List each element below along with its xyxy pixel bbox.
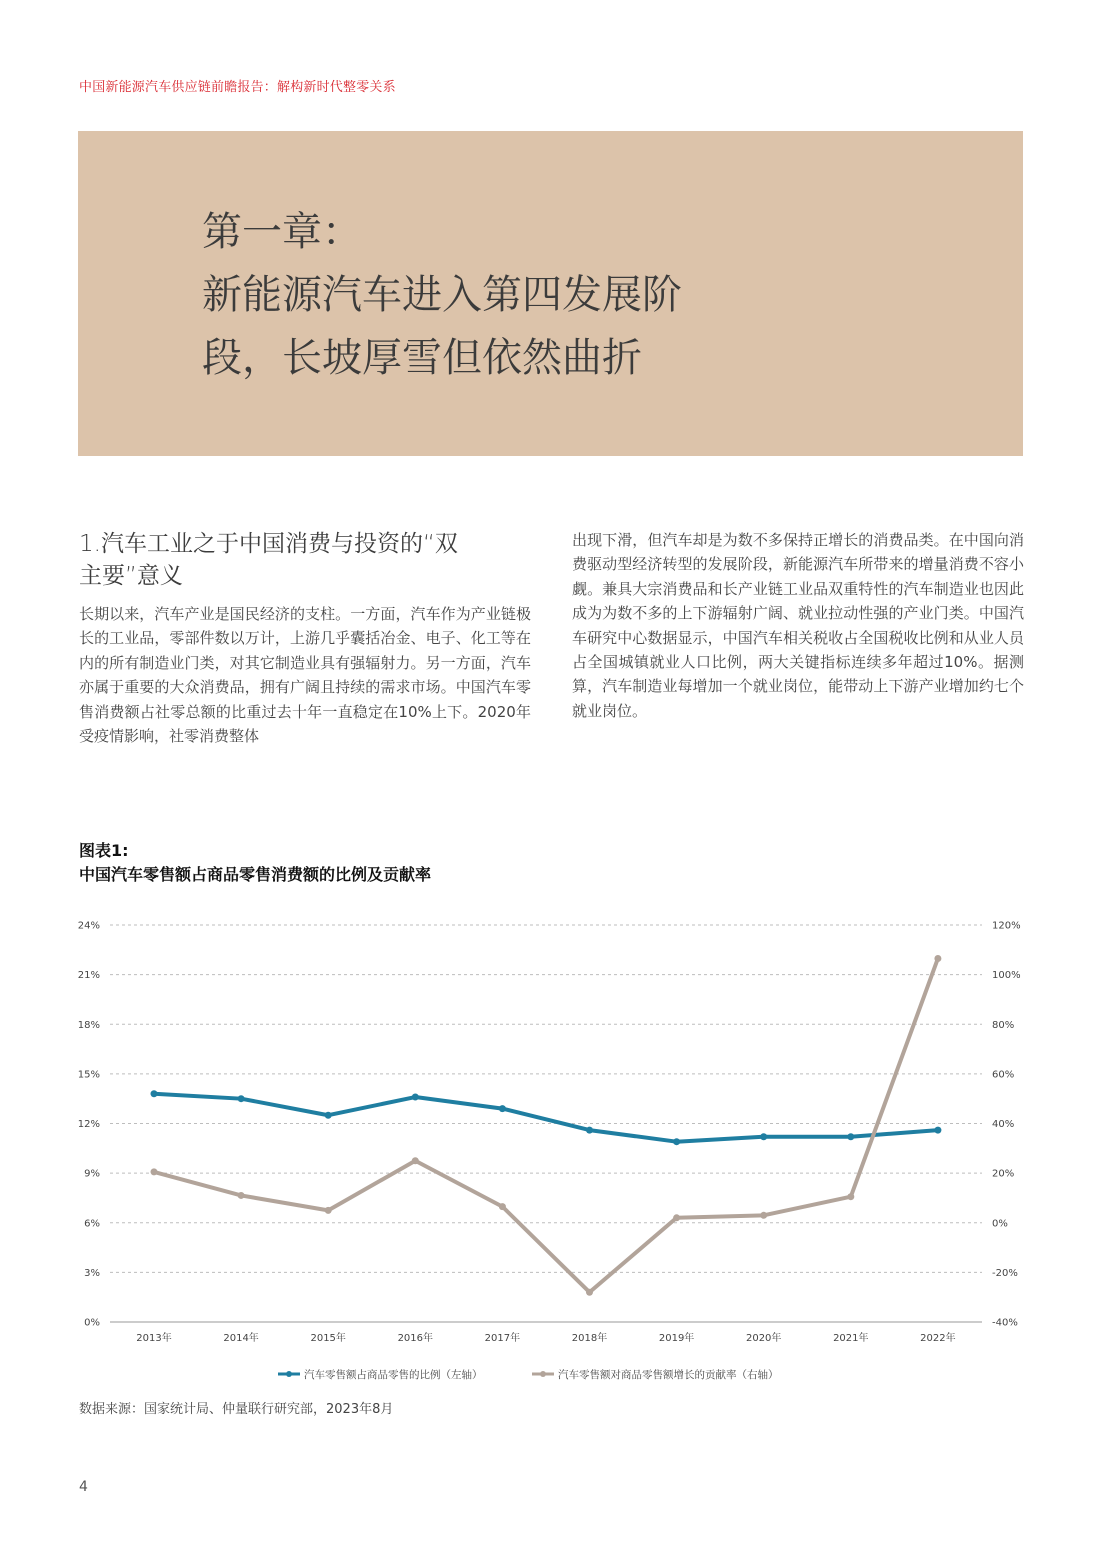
data-point-series-1 bbox=[760, 1133, 767, 1140]
data-point-series-2 bbox=[412, 1157, 419, 1164]
data-point-series-1 bbox=[673, 1138, 680, 1145]
data-point-series-2 bbox=[499, 1203, 506, 1210]
section-heading bbox=[79, 528, 531, 592]
data-point-series-1 bbox=[499, 1105, 506, 1112]
text-column-right bbox=[572, 528, 1024, 723]
data-point-series-2 bbox=[238, 1192, 245, 1199]
legend-swatch-marker bbox=[540, 1371, 546, 1377]
figure-number: 图表1: bbox=[79, 841, 129, 860]
text-column-left bbox=[79, 528, 531, 748]
legend-label: 汽车零售额占商品零售的比例（左轴） bbox=[304, 1369, 483, 1381]
y-right-tick-label: 40% bbox=[992, 1119, 1015, 1130]
x-tick-label: 2018年 bbox=[571, 1333, 608, 1344]
chapter-title-line-1: 第一章： bbox=[202, 209, 362, 255]
x-tick-label: 2021年 bbox=[833, 1333, 869, 1344]
y-left-tick-label: 18% bbox=[77, 1019, 100, 1031]
source-note: 数据来源：国家统计局、仲量联行研究部，2023年8月 bbox=[79, 1402, 394, 1417]
y-left-tick-label: 21% bbox=[77, 970, 100, 982]
x-tick-label: 2022年 bbox=[920, 1333, 956, 1344]
figure-caption bbox=[79, 839, 431, 887]
line-chart bbox=[60, 910, 1040, 1390]
y-right-tick-label: 60% bbox=[992, 1069, 1015, 1081]
y-left-tick-label: 9% bbox=[84, 1168, 100, 1180]
paragraph-left: 长期以来，汽车产业是国民经济的支柱。一方面，汽车作为产业链极长的工业品，零部件数以万计，上游几乎囊括冶金、电子、化工等在内的所有制造业门类，对其它制造业具有强辐射力。另一方面，汽车亦属于重要的大众消费品，拥有广阔且持续的需求市场。中国汽车零售消费额占社零总额的比重过去十年一直稳定在10%上下。2020年受疫情影响，社零消费整体 bbox=[79, 605, 531, 746]
data-point-series-1 bbox=[847, 1133, 854, 1140]
y-left-tick-label: 12% bbox=[77, 1119, 100, 1130]
y-left-tick-label: 24% bbox=[77, 920, 100, 932]
y-right-tick-label: -40% bbox=[992, 1317, 1018, 1329]
data-point-series-2 bbox=[934, 955, 941, 962]
series-line-2 bbox=[154, 958, 938, 1292]
y-right-tick-label: 0% bbox=[992, 1218, 1008, 1230]
figure-title: 中国汽车零售额占商品零售消费额的比例及贡献率 bbox=[79, 865, 432, 884]
y-right-tick-label: 20% bbox=[992, 1168, 1015, 1180]
x-tick-label: 2016年 bbox=[397, 1333, 434, 1344]
x-tick-label: 2020年 bbox=[745, 1333, 782, 1344]
y-right-tick-label: 80% bbox=[992, 1019, 1015, 1031]
paragraph-right: 出现下滑，但汽车却是为数不多保持正增长的消费品类。在中国向消费驱动型经济转型的发展阶段，新能源汽车所带来的增量消费不容小觑。兼具大宗消费品和长产业链工业品双重特性的汽车制造业也因此成为为数不多的上下游辐射广阔、就业拉动性强的产业门类。中国汽车研究中心数据显示，中国汽车相关税收占全国税收比例和从业人员占全国城镇就业人口比例，两大关键指标连续多年超过10%。据测算，汽车制造业每增加一个就业岗位，能带动上下游产业增加约七个就业岗位。 bbox=[572, 531, 1024, 720]
x-tick-label: 2015年 bbox=[310, 1333, 346, 1344]
chapter-title bbox=[202, 201, 682, 390]
data-point-series-1 bbox=[325, 1112, 332, 1119]
y-right-tick-label: 120% bbox=[992, 920, 1021, 932]
legend-label: 汽车零售额对商品零售额增长的贡献率（右轴） bbox=[558, 1369, 779, 1381]
data-point-series-1 bbox=[151, 1090, 158, 1097]
y-left-tick-label: 3% bbox=[84, 1267, 100, 1279]
chapter-banner bbox=[78, 131, 1023, 456]
x-tick-label: 2013年 bbox=[136, 1333, 172, 1344]
data-point-series-1 bbox=[586, 1127, 593, 1134]
x-tick-label: 2014年 bbox=[223, 1333, 259, 1344]
data-point-series-1 bbox=[238, 1095, 245, 1102]
data-point-series-2 bbox=[325, 1207, 332, 1214]
x-tick-label: 2019年 bbox=[658, 1333, 695, 1344]
series-line-1 bbox=[154, 1094, 938, 1142]
data-point-series-1 bbox=[934, 1127, 941, 1134]
section-heading-line-1: 1.汽车工业之于中国消费与投资的“双 bbox=[79, 531, 458, 557]
x-tick-label: 2017年 bbox=[484, 1333, 521, 1344]
data-point-series-2 bbox=[760, 1212, 767, 1219]
y-left-tick-label: 6% bbox=[84, 1218, 100, 1230]
y-left-tick-label: 0% bbox=[84, 1317, 100, 1329]
data-point-series-2 bbox=[151, 1168, 158, 1175]
y-right-tick-label: 100% bbox=[992, 970, 1021, 982]
data-point-series-2 bbox=[586, 1289, 593, 1296]
running-header: 中国新能源汽车供应链前瞻报告：解构新时代整零关系 bbox=[79, 80, 396, 95]
y-right-tick-label: -20% bbox=[992, 1267, 1018, 1279]
section-heading-line-2: 主要”意义 bbox=[79, 563, 183, 589]
data-point-series-2 bbox=[847, 1193, 854, 1200]
legend-swatch-marker bbox=[286, 1371, 292, 1377]
data-point-series-1 bbox=[412, 1094, 419, 1101]
chapter-title-line-2: 新能源汽车进入第四发展阶 bbox=[202, 272, 682, 318]
y-left-tick-label: 15% bbox=[77, 1069, 100, 1081]
data-point-series-2 bbox=[673, 1214, 680, 1221]
page-number: 4 bbox=[79, 1479, 88, 1495]
chapter-title-line-3: 段，长坡厚雪但依然曲折 bbox=[202, 335, 642, 381]
